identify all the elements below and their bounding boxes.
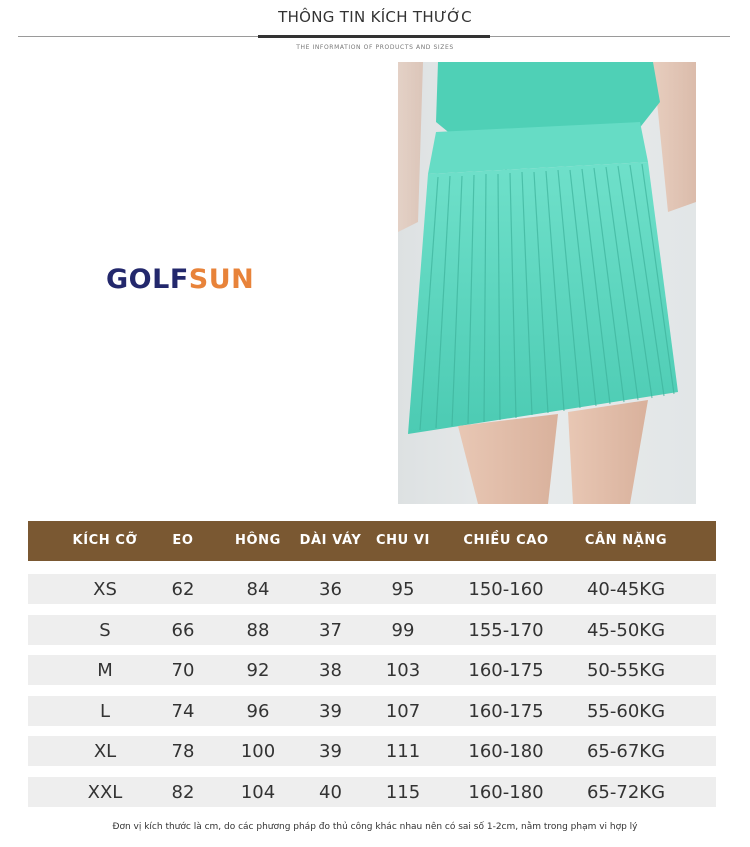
column-header-size: KÍCH CỠ bbox=[72, 533, 138, 548]
cell-hip: 84 bbox=[246, 579, 270, 600]
cell-size: S bbox=[99, 620, 111, 641]
cell-waist: 66 bbox=[171, 620, 195, 641]
cell-circumference: 111 bbox=[385, 741, 421, 762]
cell-skirt-length: 39 bbox=[319, 701, 342, 722]
cell-hip: 104 bbox=[240, 782, 276, 803]
table-row bbox=[28, 777, 716, 807]
cell-circumference: 99 bbox=[391, 620, 415, 641]
cell-weight: 50-55KG bbox=[586, 660, 666, 681]
cell-weight: 45-50KG bbox=[586, 620, 666, 641]
column-header-height: CHIỀU CAO bbox=[463, 533, 549, 548]
page-subtitle: THE INFORMATION OF PRODUCTS AND SIZES bbox=[296, 44, 454, 51]
cell-hip: 96 bbox=[246, 701, 270, 722]
cell-height: 160-175 bbox=[468, 701, 544, 722]
table-row bbox=[28, 736, 716, 766]
table-row bbox=[28, 615, 716, 645]
skirt-illustration bbox=[398, 62, 696, 504]
column-header-skirt-length: DÀI VÁY bbox=[299, 533, 362, 548]
cell-height: 160-175 bbox=[468, 660, 544, 681]
cell-skirt-length: 36 bbox=[319, 579, 342, 600]
cell-size: XS bbox=[93, 579, 117, 600]
arm-shape bbox=[398, 62, 423, 232]
logo-text-sun: SUN bbox=[188, 264, 255, 295]
cell-skirt-length: 40 bbox=[319, 782, 342, 803]
leg-shape bbox=[458, 414, 558, 504]
cell-waist: 82 bbox=[171, 782, 195, 803]
table-row bbox=[28, 696, 716, 726]
cell-weight: 55-60KG bbox=[586, 701, 666, 722]
column-header-circumference: CHU VI bbox=[375, 533, 430, 548]
cell-skirt-length: 39 bbox=[319, 741, 342, 762]
cell-hip: 88 bbox=[246, 620, 270, 641]
cell-skirt-length: 37 bbox=[319, 620, 342, 641]
column-header-hip: HÔNG bbox=[235, 533, 281, 548]
cell-weight: 65-72KG bbox=[586, 782, 666, 803]
size-table-header bbox=[28, 521, 716, 561]
cell-hip: 92 bbox=[246, 660, 270, 681]
cell-weight: 40-45KG bbox=[586, 579, 666, 600]
cell-waist: 62 bbox=[171, 579, 195, 600]
cell-height: 155-170 bbox=[468, 620, 544, 641]
title-divider-accent bbox=[258, 35, 490, 38]
cell-height: 150-160 bbox=[468, 579, 544, 600]
cell-size: M bbox=[97, 660, 113, 681]
cell-circumference: 103 bbox=[385, 660, 421, 681]
column-header-waist: EO bbox=[172, 533, 194, 548]
table-row bbox=[28, 574, 716, 604]
measurement-footnote: Đơn vị kích thước là cm, do các phương pháp đo thủ công khác nhau nên có sai số 1-2cm, nằm trong phạm vi hợp lý bbox=[112, 822, 638, 832]
product-photo bbox=[398, 62, 696, 504]
table-row bbox=[28, 655, 716, 685]
cell-size: XXL bbox=[87, 782, 123, 803]
logo-text-golf: GOLF bbox=[106, 264, 189, 295]
leg-shape bbox=[568, 400, 648, 504]
column-header-weight: CÂN NẶNG bbox=[584, 533, 668, 548]
golfsun-logo bbox=[106, 264, 254, 295]
cell-circumference: 95 bbox=[391, 579, 415, 600]
arm-shape bbox=[653, 62, 696, 212]
cell-waist: 78 bbox=[171, 741, 195, 762]
cell-waist: 74 bbox=[171, 701, 195, 722]
cell-waist: 70 bbox=[171, 660, 195, 681]
page-title: THÔNG TIN KÍCH THƯỚC bbox=[278, 8, 472, 26]
cell-size: XL bbox=[93, 741, 117, 762]
cell-skirt-length: 38 bbox=[319, 660, 342, 681]
cell-circumference: 107 bbox=[385, 701, 421, 722]
cell-circumference: 115 bbox=[385, 782, 421, 803]
cell-height: 160-180 bbox=[468, 782, 544, 803]
cell-weight: 65-67KG bbox=[586, 741, 666, 762]
cell-height: 160-180 bbox=[468, 741, 544, 762]
cell-hip: 100 bbox=[240, 741, 276, 762]
cell-size: L bbox=[99, 701, 111, 722]
